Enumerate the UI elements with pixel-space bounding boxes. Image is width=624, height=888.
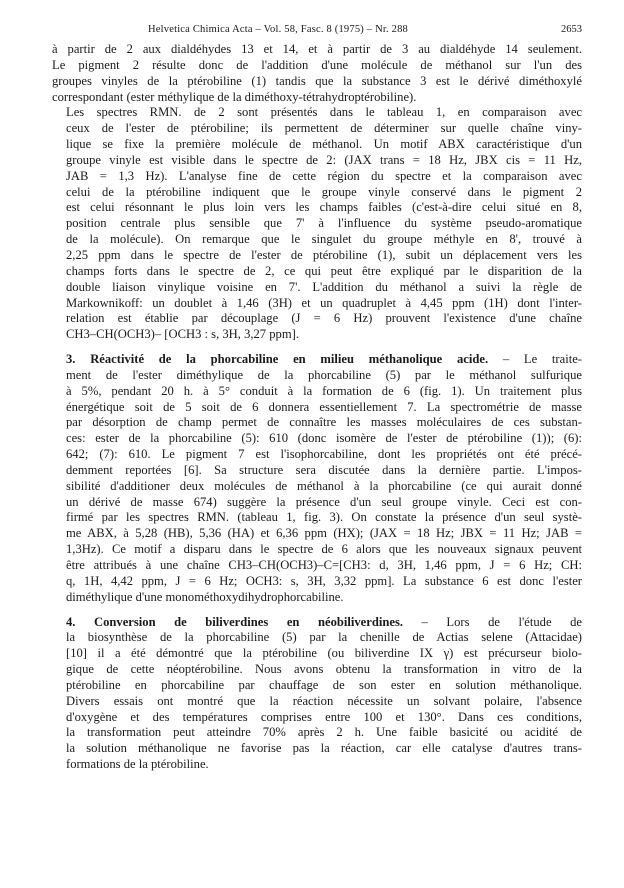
running-header xyxy=(52,22,582,42)
text-line: double liaison vinylique voisine en 7'. L'addition du méthanol a suivi la règle de xyxy=(66,279,582,294)
journal-page xyxy=(52,22,582,773)
text-line: être attribués à une chaîne CH3–CH(OCH3)–C=[CH3: d, 3H, 1,46 ppm, J = 6 Hz; CH: xyxy=(66,558,582,572)
text-line: 1,3Hz). Ce motif a disparu dans le spectre de 6 alors que les nouveaux signaux peuvent xyxy=(66,542,582,557)
text-line: groupe vinyle est visible dans le spectre de 2: (JAX trans = 18 Hz, JBX cis = 11 Hz, xyxy=(66,152,582,167)
text-line: un dérivé de masse 674) suggère la présence d'un seul groupe vinyle. Ceci est con- xyxy=(66,494,582,509)
text-line: [10] il a été démontré que la ptérobiline (ou biliverdine IX γ) est précurseur biolo- xyxy=(66,646,582,661)
paragraph-nmr xyxy=(52,105,582,343)
text-line: champs forts dans le spectre de 2, ce qui peut être expliqué par le disparition de la xyxy=(66,263,582,278)
text-line: Les spectres RMN. de 2 sont présentés dans le tableau 1, en comparaison avec xyxy=(66,105,582,120)
text-line: à 5%, pendant 20 h. à 5° conduit à la formation de 6 (fig. 1). Un traitement plus xyxy=(66,383,582,398)
text-line: lique se fixe la première molécule de méthanol. Un motif ABX caractéristique d'un xyxy=(66,137,582,152)
page-number: 2653 xyxy=(561,24,582,35)
paragraph-continuation xyxy=(52,42,582,105)
text-line: Le pigment 2 résulte donc de l'addition d'une molécule de méthanol sur l'un des xyxy=(52,57,582,72)
text-line: ptérobiline en phorcabiline par chauffage de son ester en solution méthanolique. xyxy=(66,677,582,692)
text-line: est celui résonnant le plus loin vers les champs faibles (c'est-à-dire celui situé en 8, xyxy=(66,200,582,215)
text-line: ment de l'ester diméthylique de la phorcabiline (5) par le méthanol sulfurique xyxy=(66,367,582,382)
text-line: diméthylique d'une monométhoxydihydrophorcabiline. xyxy=(66,589,344,604)
section-3 xyxy=(52,352,582,606)
text-line: énergétique soit de 5 soit de 6 donnera essentiellement 7. La spectrométrie de masse xyxy=(66,399,582,414)
text-line: à partir de 2 aux dialdéhydes 13 et 14, et à partir de 3 au dialdéhyde 14 seulement. xyxy=(52,42,582,56)
text-line: de la molécule). On remarque que le singulet du groupe méthyle en 8', trouvé à xyxy=(66,232,582,247)
journal-title: Helvetica Chimica Acta – Vol. 58, Fasc. 8 (1975) – Nr. 288 xyxy=(148,24,408,35)
text-line: groupes vinyles de la ptérobiline (1) tandis que la substance 3 est le dérivé diméthoxylé xyxy=(52,73,582,88)
text-line: demment reportées [6]. Sa structure sera discutée dans la dernière partie. L'impos- xyxy=(66,462,582,477)
text-line: me ABX, à 5,28 (HB), 5,36 (HA) et 6,36 ppm (HX); (JAX = 18 Hz; JBX = 11 Hz; JAB = xyxy=(66,526,582,541)
text-line: la solution méthanolique ne favorise pas la réaction, car elle catalyse d'autres trans- xyxy=(66,741,582,756)
body-text xyxy=(52,42,582,773)
section-heading-line: 4. Conversion de biliverdines en néobiliverdines. – Lors de l'étude de xyxy=(66,614,582,629)
text-line: JAB = 1,3 Hz). L'analyse fine de cette région du spectre et la comparaison avec xyxy=(66,168,582,183)
section-heading-line: 3. Réactivité de la phorcabiline en milieu méthanolique acide. – Le traite- xyxy=(66,352,583,367)
text-line: la biosynthèse de la phorcabiline (5) par la chenille de Actias selene (Attacidae) xyxy=(66,630,582,645)
section-4 xyxy=(52,615,582,773)
text-line: correspondant (ester méthylique de la diméthoxy-tétrahydroptérobiline). xyxy=(52,89,417,104)
text-line: la transformation peut atteindre 70% après 2 h. Une faible basicité ou acidité de xyxy=(66,725,582,740)
text-line: position centrale plus sensible que 7' à l'influence du système pseudo-aromatique xyxy=(66,216,582,231)
text-line: gique de cette néoptérobiline. Nous avons obtenu la transformation in vitro de la xyxy=(66,662,582,677)
text-line: ceux de l'ester de ptérobiline; ils permettent de déterminer sur quelle chaîne viny- xyxy=(66,121,582,136)
text-line: Markownikoff: un doublet à 1,46 (3H) et un quadruplet à 4,45 ppm (1H) dont l'inter- xyxy=(66,295,582,310)
text-line: ces: ester de la phorcabiline (5): 610 (donc isomère de l'ester de ptérobiline (1)); (6): xyxy=(66,431,582,446)
text-line: formations de la ptérobiline. xyxy=(66,757,209,772)
text-line: celui de la ptérobiline indiquent que le groupe vinyle conservé dans le pigment 2 xyxy=(66,184,582,199)
text-line: relation est établie par découplage (J = 6 Hz) prouvent l'existence d'une chaîne xyxy=(66,311,582,326)
text-line: par désorption de champ permet de connaître les masses moléculaires de ces substan- xyxy=(66,415,582,430)
text-line: sibilité d'additioner deux molécules de méthanol à la phorcabiline (ce qui aurait donné xyxy=(66,478,582,493)
text-line: q, 1H, 4,42 ppm, J = 6 Hz; OCH3: s, 3H, 3,32 ppm]. La substance 6 est donc l'ester xyxy=(66,573,582,588)
text-line: CH3–CH(OCH3)– [OCH3 : s, 3H, 3,27 ppm]. xyxy=(66,327,299,342)
text-line: 642; (7): 610. Le pigment 7 est l'isophorcabiline, dont les propriétés ont été précé- xyxy=(66,447,582,462)
text-line: d'oxygène et des températures comprises entre 100 et 130°. Dans ces conditions, xyxy=(66,709,582,724)
text-line: 2,25 ppm dans le spectre de l'ester de ptérobiline (1), subit un déplacement vers les xyxy=(66,247,582,262)
text-line: firmé par les spectres RMN. (tableau 1, fig. 3). On constate la présence d'un seul systè- xyxy=(66,510,582,525)
text-line: Divers essais ont montré que la réaction nécessite un solvant polaire, l'absence xyxy=(66,693,582,708)
